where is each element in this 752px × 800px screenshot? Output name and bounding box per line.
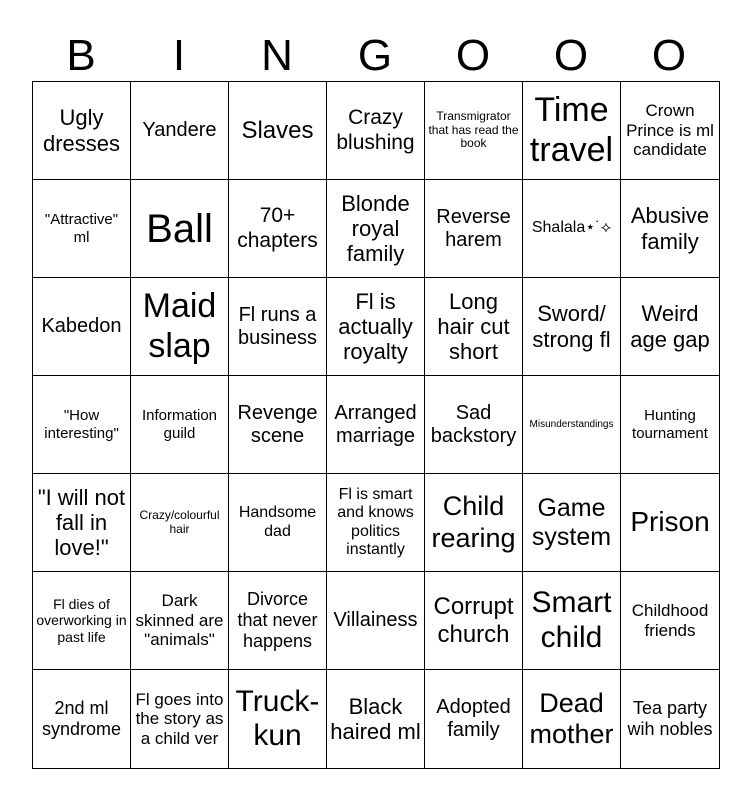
bingo-cell[interactable]: Villainess	[327, 572, 425, 670]
bingo-cell[interactable]: Slaves	[229, 82, 327, 180]
bingo-cell[interactable]: Sword/ strong fl	[523, 278, 621, 376]
bingo-cell[interactable]: Childhood friends	[621, 572, 719, 670]
bingo-cell[interactable]: Information guild	[131, 376, 229, 474]
bingo-cell[interactable]: Time travel	[523, 82, 621, 180]
bingo-cell[interactable]: Abusive family	[621, 180, 719, 278]
bingo-cell[interactable]: Truck-kun	[229, 670, 327, 768]
bingo-cell[interactable]: Crazy blushing	[327, 82, 425, 180]
header-letter-i: I	[172, 31, 186, 80]
bingo-cell[interactable]: Ugly dresses	[33, 82, 131, 180]
header-letter-o-2: O	[553, 31, 589, 80]
bingo-cell[interactable]: Smart child	[523, 572, 621, 670]
bingo-cell[interactable]: Game system	[523, 474, 621, 572]
bingo-cell[interactable]: Tea party wih nobles	[627, 698, 713, 739]
bingo-cell[interactable]: Fl runs a business	[229, 278, 327, 376]
bingo-cell[interactable]: Divorce that never happens	[229, 572, 327, 670]
bingo-cell[interactable]: Sad backstory	[425, 376, 523, 474]
bingo-cell[interactable]: Handsome dad	[229, 474, 327, 572]
bingo-cell[interactable]: Ball	[131, 180, 229, 278]
header-letter-o-1: O	[455, 31, 491, 80]
bingo-cell[interactable]: Fl is actually royalty	[327, 278, 425, 376]
bingo-grid	[32, 81, 720, 769]
bingo-cell[interactable]: 70+ chapters	[229, 180, 327, 278]
bingo-cell[interactable]: Shalala⋆˙⟡	[523, 180, 621, 278]
header-letter-b: B	[66, 31, 96, 80]
bingo-cell[interactable]: 2nd ml syndrome	[33, 670, 131, 768]
bingo-cell[interactable]: Kabedon	[33, 278, 131, 376]
header-letter-g: G	[357, 31, 393, 80]
bingo-cell[interactable]: Hunting tournament	[621, 376, 719, 474]
bingo-cell[interactable]: "Attractive" ml	[33, 180, 131, 278]
bingo-cell[interactable]: "How interesting"	[33, 376, 131, 474]
bingo-cell[interactable]: Child rearing	[425, 474, 523, 572]
bingo-cell[interactable]: Transmigrator that has read the book	[425, 82, 523, 180]
bingo-cell[interactable]: Corrupt church	[425, 572, 523, 670]
bingo-cell[interactable]: Long hair cut short	[425, 278, 523, 376]
header-letter-n: N	[261, 31, 293, 80]
bingo-cell[interactable]: Yandere	[131, 82, 229, 180]
bingo-cell[interactable]: Fl dies of overworking in past life	[33, 572, 131, 670]
bingo-cell[interactable]: Prison	[621, 474, 719, 572]
bingo-cell[interactable]: Maid slap	[131, 278, 229, 376]
bingo-cell[interactable]: "I will not fall in love!"	[33, 474, 131, 572]
bingo-cell[interactable]: Dead mother	[523, 670, 621, 768]
bingo-cell[interactable]: Misunderstandings	[523, 376, 621, 474]
bingo-cell[interactable]: Crazy/colourful hair	[131, 474, 229, 572]
bingo-header	[32, 30, 718, 82]
bingo-cell[interactable]: Adopted family	[425, 670, 523, 768]
bingo-cell[interactable]: Crown Prince is ml candidate	[621, 82, 719, 180]
bingo-cell[interactable]: Black haired ml	[327, 670, 425, 768]
bingo-cell[interactable]: Fl is smart and knows politics instantly	[327, 474, 425, 572]
bingo-cell[interactable]: Blonde royal family	[327, 180, 425, 278]
bingo-cell[interactable]: Fl goes into the story as a child ver	[131, 670, 229, 768]
bingo-cell[interactable]: Arranged marriage	[327, 376, 425, 474]
bingo-cell[interactable]: Weird age gap	[621, 278, 719, 376]
bingo-cell[interactable]: Dark skinned are "animals"	[131, 572, 229, 670]
bingo-cell[interactable]: Reverse harem	[425, 180, 523, 278]
bingo-cell[interactable]: Revenge scene	[229, 376, 327, 474]
header-letter-o-3: O	[651, 31, 687, 80]
